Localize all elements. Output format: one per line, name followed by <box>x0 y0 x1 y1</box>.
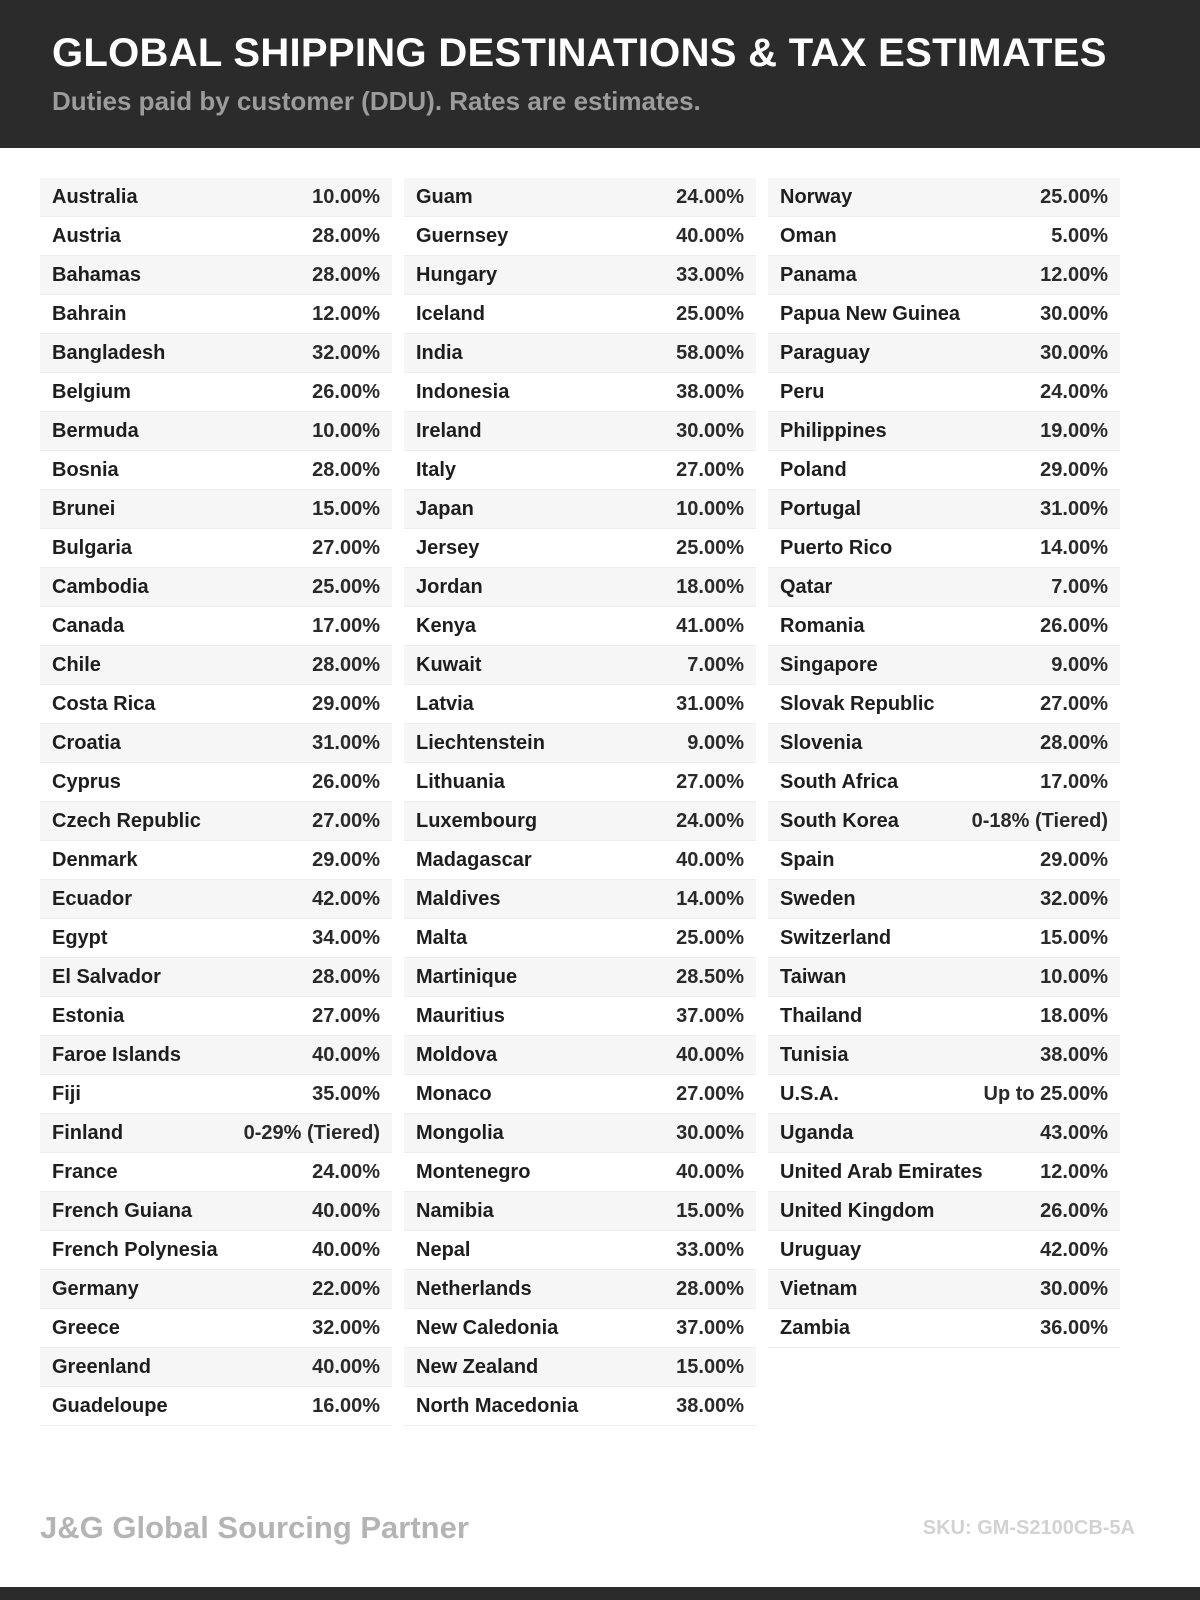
table-row <box>40 1036 392 1075</box>
table-row <box>40 841 392 880</box>
country-name: Latvia <box>416 692 474 715</box>
table-row <box>768 997 1120 1036</box>
country-name: Denmark <box>52 848 138 871</box>
tax-rate: 32.00% <box>312 1316 380 1339</box>
table-row <box>40 685 392 724</box>
table-row <box>768 1114 1120 1153</box>
table-row <box>40 178 392 217</box>
tax-rate: 28.00% <box>312 224 380 247</box>
table-row <box>768 295 1120 334</box>
country-name: Vietnam <box>780 1277 858 1300</box>
table-row <box>404 295 756 334</box>
table-row <box>768 880 1120 919</box>
tax-rate: 18.00% <box>676 575 744 598</box>
table-row <box>404 334 756 373</box>
country-name: Tunisia <box>780 1043 849 1066</box>
tax-rate: 14.00% <box>1040 536 1108 559</box>
country-name: Bulgaria <box>52 536 133 559</box>
tax-rate: 19.00% <box>1040 419 1108 442</box>
table-row <box>768 178 1120 217</box>
table-row <box>40 1270 392 1309</box>
tax-rate: 15.00% <box>312 497 380 520</box>
country-name: Jersey <box>416 536 480 559</box>
table-row <box>768 763 1120 802</box>
tax-rate: 40.00% <box>312 1043 380 1066</box>
country-name: Paraguay <box>780 341 871 364</box>
tax-rate: 26.00% <box>1040 1199 1108 1222</box>
country-name: Nepal <box>416 1238 471 1261</box>
tax-rate: 38.00% <box>676 380 744 403</box>
table-row <box>40 451 392 490</box>
country-name: Liechtenstein <box>416 731 545 754</box>
tax-rate: 16.00% <box>312 1394 380 1417</box>
tax-rate: 32.00% <box>1040 887 1108 910</box>
country-name: Mauritius <box>416 1004 505 1027</box>
table-row <box>40 490 392 529</box>
table-row <box>768 685 1120 724</box>
tax-rate: 27.00% <box>676 458 744 481</box>
country-name: Portugal <box>780 497 862 520</box>
country-name: Netherlands <box>416 1277 532 1300</box>
table-row <box>404 412 756 451</box>
tax-rate: 17.00% <box>1040 770 1108 793</box>
country-name: Philippines <box>780 419 887 442</box>
country-name: Martinique <box>416 965 518 988</box>
tax-rate: 7.00% <box>1051 575 1108 598</box>
table-row <box>404 217 756 256</box>
tax-rate: 15.00% <box>676 1355 744 1378</box>
table-row <box>404 997 756 1036</box>
table-row <box>768 1153 1120 1192</box>
table-row <box>404 1231 756 1270</box>
table-row <box>404 763 756 802</box>
table-row <box>40 568 392 607</box>
country-name: Mongolia <box>416 1121 504 1144</box>
table-row <box>404 178 756 217</box>
country-name: Poland <box>780 458 847 481</box>
table-row <box>404 919 756 958</box>
tax-rate: 28.00% <box>312 263 380 286</box>
tax-rate: 42.00% <box>312 887 380 910</box>
country-name: Maldives <box>416 887 501 910</box>
country-name: Lithuania <box>416 770 505 793</box>
table-row <box>40 412 392 451</box>
table-row <box>768 958 1120 997</box>
table-row <box>404 490 756 529</box>
table-row <box>40 880 392 919</box>
tax-rate: 42.00% <box>1040 1238 1108 1261</box>
table-row <box>768 1309 1120 1348</box>
tax-rate: 29.00% <box>312 692 380 715</box>
table-row <box>40 529 392 568</box>
country-name: Guadeloupe <box>52 1394 168 1417</box>
country-name: France <box>52 1160 118 1183</box>
tax-rate: 22.00% <box>312 1277 380 1300</box>
table-row <box>404 1114 756 1153</box>
table-row <box>40 334 392 373</box>
country-name: Kuwait <box>416 653 482 676</box>
tax-rate: 5.00% <box>1051 224 1108 247</box>
country-name: Spain <box>780 848 835 871</box>
tax-rate: 40.00% <box>676 1043 744 1066</box>
table-row <box>404 841 756 880</box>
table-row <box>40 1231 392 1270</box>
country-name: El Salvador <box>52 965 161 988</box>
table-row <box>40 958 392 997</box>
country-name: Taiwan <box>780 965 847 988</box>
tax-rate: 17.00% <box>312 614 380 637</box>
tax-rate: 30.00% <box>676 1121 744 1144</box>
country-name: Germany <box>52 1277 139 1300</box>
tax-rate: 27.00% <box>312 809 380 832</box>
tax-rate: 43.00% <box>1040 1121 1108 1144</box>
table-row <box>768 1231 1120 1270</box>
tax-rate: 24.00% <box>676 809 744 832</box>
country-name: Peru <box>780 380 825 403</box>
tax-rate: 35.00% <box>312 1082 380 1105</box>
tax-rate: 9.00% <box>1051 653 1108 676</box>
table-row <box>768 919 1120 958</box>
table-row <box>768 373 1120 412</box>
header <box>0 0 1200 148</box>
country-name: Chile <box>52 653 101 676</box>
country-name: Papua New Guinea <box>780 302 961 325</box>
tax-rate: 40.00% <box>312 1355 380 1378</box>
tax-rate: 28.00% <box>1040 731 1108 754</box>
table-row <box>768 256 1120 295</box>
table-row <box>40 763 392 802</box>
tax-rate: 40.00% <box>312 1238 380 1261</box>
tax-rate: 10.00% <box>676 497 744 520</box>
table-row <box>40 1192 392 1231</box>
table-row <box>40 1075 392 1114</box>
country-name: Austria <box>52 224 121 247</box>
country-name: United Kingdom <box>780 1199 935 1222</box>
table-row <box>40 1387 392 1426</box>
table-row <box>40 1153 392 1192</box>
tax-rate: 12.00% <box>1040 1160 1108 1183</box>
tax-rate: 31.00% <box>312 731 380 754</box>
tax-rate: 37.00% <box>676 1316 744 1339</box>
tax-rate: 27.00% <box>312 1004 380 1027</box>
country-name: Moldova <box>416 1043 498 1066</box>
country-name: Finland <box>52 1121 124 1144</box>
table-row <box>40 256 392 295</box>
country-name: French Guiana <box>52 1199 193 1222</box>
table-row <box>404 880 756 919</box>
country-name: Czech Republic <box>52 809 201 832</box>
tax-rate: 30.00% <box>676 419 744 442</box>
tax-rate: 25.00% <box>676 302 744 325</box>
tax-rate: Up to 25.00% <box>983 1082 1108 1105</box>
table-row <box>768 412 1120 451</box>
tax-rate: 15.00% <box>676 1199 744 1222</box>
country-name: Jordan <box>416 575 483 598</box>
tax-rate: 25.00% <box>676 536 744 559</box>
tax-rate: 58.00% <box>676 341 744 364</box>
country-name: Greece <box>52 1316 120 1339</box>
table-row <box>404 1309 756 1348</box>
bottom-bar <box>0 1587 1200 1600</box>
country-name: Bermuda <box>52 419 139 442</box>
tax-rate: 25.00% <box>676 926 744 949</box>
table-row <box>404 724 756 763</box>
tax-rate-table <box>0 178 1200 1426</box>
country-name: Panama <box>780 263 857 286</box>
table-row <box>404 802 756 841</box>
table-row <box>768 568 1120 607</box>
sku-text: SKU: GM-S2100CB-5A <box>922 1516 1135 1539</box>
country-name: New Zealand <box>416 1355 539 1378</box>
table-row <box>40 919 392 958</box>
tax-rate: 40.00% <box>676 1160 744 1183</box>
country-name: Brunei <box>52 497 116 520</box>
tax-rate: 34.00% <box>312 926 380 949</box>
country-name: Italy <box>416 458 457 481</box>
table-row <box>40 373 392 412</box>
table-column-3 <box>768 178 1120 1348</box>
tax-rate: 41.00% <box>676 614 744 637</box>
country-name: Madagascar <box>416 848 532 871</box>
country-name: Uganda <box>780 1121 854 1144</box>
table-row <box>404 958 756 997</box>
table-row <box>404 568 756 607</box>
table-row <box>40 802 392 841</box>
country-name: Greenland <box>52 1355 151 1378</box>
tax-rate: 0-29% (Tiered) <box>243 1121 380 1144</box>
tax-rate: 31.00% <box>1040 497 1108 520</box>
page-title: GLOBAL SHIPPING DESTINATIONS & TAX ESTIMATES <box>52 31 1107 75</box>
tax-rate: 38.00% <box>1040 1043 1108 1066</box>
tax-rate: 27.00% <box>676 770 744 793</box>
table-row <box>404 1192 756 1231</box>
tax-rate: 27.00% <box>312 536 380 559</box>
country-name: Egypt <box>52 926 108 949</box>
table-row <box>404 529 756 568</box>
country-name: Sweden <box>780 887 856 910</box>
table-column-1 <box>40 178 392 1426</box>
country-name: Canada <box>52 614 125 637</box>
country-name: Japan <box>416 497 474 520</box>
tax-rate: 29.00% <box>1040 458 1108 481</box>
tax-rate: 0-18% (Tiered) <box>971 809 1108 832</box>
table-row <box>40 646 392 685</box>
country-name: Bahrain <box>52 302 127 325</box>
table-row <box>40 724 392 763</box>
country-name: Bahamas <box>52 263 141 286</box>
tax-rate: 31.00% <box>676 692 744 715</box>
country-name: Faroe Islands <box>52 1043 181 1066</box>
country-name: Bangladesh <box>52 341 166 364</box>
country-name: Belgium <box>52 380 131 403</box>
tax-rate: 40.00% <box>676 848 744 871</box>
table-row <box>404 646 756 685</box>
country-name: French Polynesia <box>52 1238 218 1261</box>
tax-rate: 40.00% <box>676 224 744 247</box>
table-row <box>404 1270 756 1309</box>
country-name: Ireland <box>416 419 482 442</box>
tax-rate: 12.00% <box>1040 263 1108 286</box>
table-row <box>404 451 756 490</box>
tax-rate: 26.00% <box>1040 614 1108 637</box>
tax-rate: 30.00% <box>1040 1277 1108 1300</box>
table-row <box>768 451 1120 490</box>
country-name: Ecuador <box>52 887 133 910</box>
tax-rate: 9.00% <box>687 731 744 754</box>
tax-rate: 18.00% <box>1040 1004 1108 1027</box>
tax-rate: 27.00% <box>1040 692 1108 715</box>
tax-rate: 28.50% <box>676 965 744 988</box>
tax-rate: 10.00% <box>312 419 380 442</box>
country-name: Switzerland <box>780 926 892 949</box>
tax-rate: 26.00% <box>312 380 380 403</box>
table-row <box>404 1348 756 1387</box>
table-row <box>768 802 1120 841</box>
tax-rate: 25.00% <box>312 575 380 598</box>
tax-rate: 37.00% <box>676 1004 744 1027</box>
table-row <box>404 607 756 646</box>
country-name: Bosnia <box>52 458 119 481</box>
brand-text: J&G Global Sourcing Partner <box>40 1510 469 1545</box>
country-name: U.S.A. <box>780 1082 839 1105</box>
table-row <box>404 1387 756 1426</box>
table-row <box>768 1036 1120 1075</box>
tax-rate: 36.00% <box>1040 1316 1108 1339</box>
table-row <box>404 1153 756 1192</box>
tax-rate: 29.00% <box>312 848 380 871</box>
tax-rate: 26.00% <box>312 770 380 793</box>
country-name: Guernsey <box>416 224 509 247</box>
country-name: Iceland <box>416 302 485 325</box>
country-name: South Korea <box>780 809 899 832</box>
country-name: Qatar <box>780 575 833 598</box>
table-row <box>404 1075 756 1114</box>
tax-rate: 33.00% <box>676 1238 744 1261</box>
table-row <box>40 997 392 1036</box>
country-name: Guam <box>416 185 473 208</box>
table-row <box>40 217 392 256</box>
tax-rate: 38.00% <box>676 1394 744 1417</box>
country-name: Cambodia <box>52 575 149 598</box>
country-name: Cyprus <box>52 770 121 793</box>
country-name: Romania <box>780 614 865 637</box>
table-row <box>40 1309 392 1348</box>
country-name: Estonia <box>52 1004 125 1027</box>
tax-rate: 12.00% <box>312 302 380 325</box>
table-row <box>768 607 1120 646</box>
country-name: North Macedonia <box>416 1394 579 1417</box>
table-row <box>40 1114 392 1153</box>
tax-rate: 29.00% <box>1040 848 1108 871</box>
table-column-2 <box>404 178 756 1426</box>
country-name: Indonesia <box>416 380 510 403</box>
country-name: South Africa <box>780 770 899 793</box>
tax-rate: 40.00% <box>312 1199 380 1222</box>
country-name: Norway <box>780 185 853 208</box>
tax-rate: 27.00% <box>676 1082 744 1105</box>
table-row <box>768 529 1120 568</box>
tax-rate: 10.00% <box>1040 965 1108 988</box>
table-row <box>768 217 1120 256</box>
country-name: United Arab Emirates <box>780 1160 983 1183</box>
tax-rate: 10.00% <box>312 185 380 208</box>
table-row <box>768 1270 1120 1309</box>
table-row <box>768 1192 1120 1231</box>
table-row <box>768 490 1120 529</box>
tax-rate: 33.00% <box>676 263 744 286</box>
tax-rate: 28.00% <box>312 965 380 988</box>
country-name: Fiji <box>52 1082 81 1105</box>
tax-rate: 14.00% <box>676 887 744 910</box>
tax-rate: 32.00% <box>312 341 380 364</box>
tax-rate: 28.00% <box>312 458 380 481</box>
country-name: Montenegro <box>416 1160 531 1183</box>
table-row <box>404 1036 756 1075</box>
country-name: Croatia <box>52 731 121 754</box>
table-row <box>404 373 756 412</box>
tax-rate: 30.00% <box>1040 302 1108 325</box>
country-name: Australia <box>52 185 138 208</box>
table-row <box>768 841 1120 880</box>
country-name: Singapore <box>780 653 878 676</box>
page-subtitle: Duties paid by customer (DDU). Rates are estimates. <box>52 86 701 116</box>
country-name: India <box>416 341 463 364</box>
table-row <box>40 607 392 646</box>
footer <box>0 1498 1200 1558</box>
tax-rate: 15.00% <box>1040 926 1108 949</box>
table-row <box>768 334 1120 373</box>
table-row <box>40 295 392 334</box>
table-row <box>768 724 1120 763</box>
table-row <box>404 256 756 295</box>
country-name: Slovak Republic <box>780 692 935 715</box>
tax-rate: 24.00% <box>312 1160 380 1183</box>
tax-rate: 25.00% <box>1040 185 1108 208</box>
tax-rate: 28.00% <box>312 653 380 676</box>
tax-rate: 28.00% <box>676 1277 744 1300</box>
country-name: Namibia <box>416 1199 494 1222</box>
country-name: Oman <box>780 224 837 247</box>
country-name: New Caledonia <box>416 1316 559 1339</box>
country-name: Hungary <box>416 263 498 286</box>
table-row <box>768 1075 1120 1114</box>
country-name: Monaco <box>416 1082 492 1105</box>
tax-rate: 24.00% <box>1040 380 1108 403</box>
tax-rate: 24.00% <box>676 185 744 208</box>
tax-rate: 7.00% <box>687 653 744 676</box>
table-row <box>768 646 1120 685</box>
country-name: Puerto Rico <box>780 536 893 559</box>
country-name: Malta <box>416 926 468 949</box>
country-name: Thailand <box>780 1004 863 1027</box>
country-name: Zambia <box>780 1316 851 1339</box>
country-name: Kenya <box>416 614 477 637</box>
country-name: Luxembourg <box>416 809 538 832</box>
country-name: Uruguay <box>780 1238 862 1261</box>
tax-rate: 30.00% <box>1040 341 1108 364</box>
table-row <box>404 685 756 724</box>
country-name: Costa Rica <box>52 692 156 715</box>
table-row <box>40 1348 392 1387</box>
country-name: Slovenia <box>780 731 863 754</box>
